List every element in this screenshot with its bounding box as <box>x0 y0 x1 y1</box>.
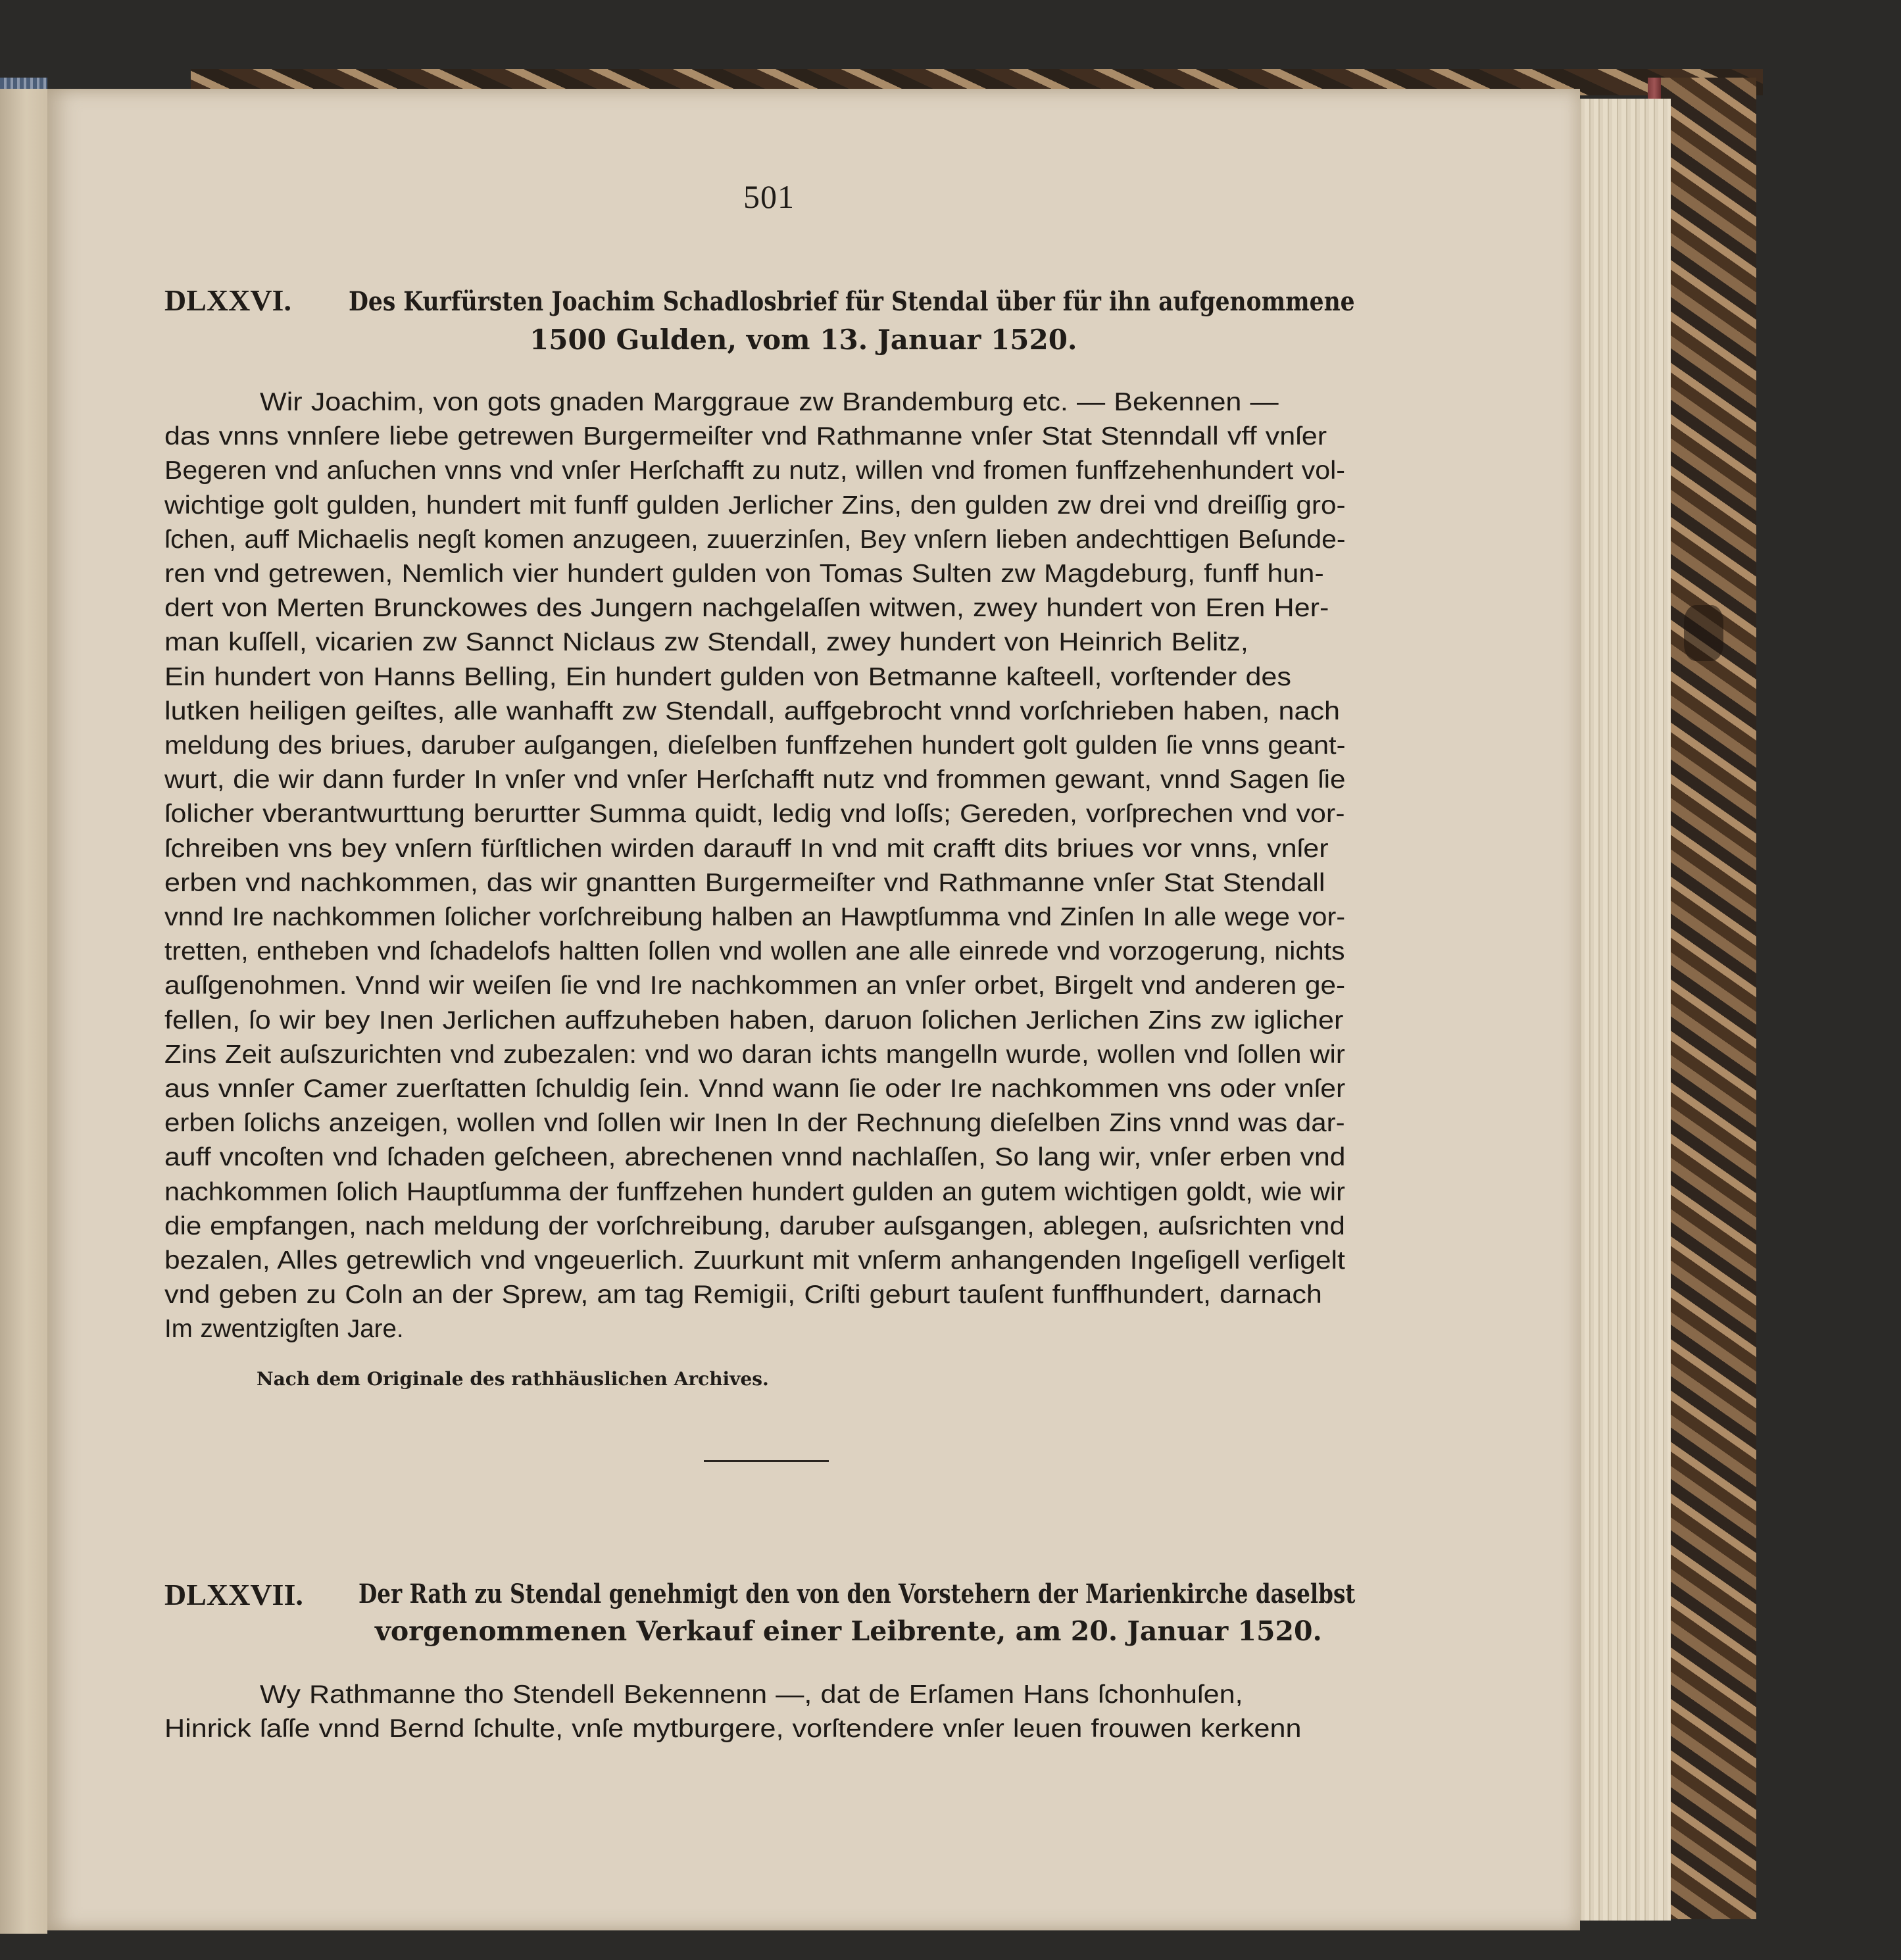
document-1-body-line: auſſgenohmen. Vnnd wir weiſen ſie vnd Ire nachkommen an vnſer orbet, Birgelt vnd anderen ge- <box>164 971 1346 1000</box>
document-2-body-line: Wy Rathmanne tho Stendell Bekennenn —, dat de Erſamen Hans ſchonhuſen, <box>260 1680 1243 1709</box>
document-2-title-line-1: Der Rath zu Stendal genehmigt den von den Vorstehern der Marienkirche daselbst <box>358 1579 1356 1609</box>
document-1-body-line: ſchreiben vns bey vnſern fürſtlichen wirden darauff In vnd mit crafft dits briues vor vnns, vnſer <box>164 834 1329 863</box>
document-1-body-line: nachkommen ſolich Hauptſumma der funffzehen hundert gulden an gutem wichtigen goldt, wie wir <box>164 1177 1345 1206</box>
document-1-body-line: Wir Joachim, von gots gnaden Marggraue zw Brandemburg etc. — Bekennen — <box>260 388 1279 416</box>
document-1-body-line: dert von Merten Brunckowes des Jungern nachgelaſſen witwen, zwey hundert von Eren Her- <box>164 594 1329 623</box>
document-1-body-line: die empfangen, nach meldung der vorſchreibung, daruber auſsgangen, ablegen, auſsrichten vnd <box>164 1212 1345 1240</box>
document-1-body-line: man kuſſell, vicarien zw Sannct Niclaus zw Stendall, zwey hundert von Heinrich Belitz, <box>164 628 1248 657</box>
cover-wear-mark <box>1684 605 1723 661</box>
page-number: 501 <box>743 178 795 215</box>
document-1-body-line: Begeren vnd anſuchen vnns vnd vnſer Herſchafft zu nutz, willen vnd fromen funffzehenhundert vol- <box>164 456 1345 485</box>
document-1-number: DLXXVI. <box>164 283 291 317</box>
document-1-body-line: vnd geben zu Coln an der Sprew, am tag Remigii, Criſti geburt tauſent funffhundert, darnach <box>164 1281 1322 1310</box>
document-1-body-line: vnnd Ire nachkommen ſolicher vorſchreibung halben an Hawptſumma vnd Zinſen In alle wege vor- <box>164 903 1346 931</box>
document-1-body-line: ſchen, auff Michaelis negſt komen anzugeen, zuuerzinſen, Bey vnſern lieben andechttigen Beſunde- <box>164 525 1346 554</box>
document-1-body-line: meldung des briues, daruber auſgangen, dieſelben funffzehen hundert golt gulden ſie vnns geant- <box>164 731 1346 760</box>
document-1-body-line: Ein hundert von Hanns Belling, Ein hundert gulden von Betmanne kaſteell, vorſtender des <box>164 662 1291 691</box>
document-1-body-line: ren vnd getrewen, Nemlich vier hundert gulden von Tomas Sulten zw Magdeburg, funff hun- <box>164 560 1324 588</box>
document-1-body-line: das vnns vnnſere liebe getrewen Burgermeiſter vnd Rathmanne vnſer Stat Stenndall vff vnſer <box>164 422 1327 451</box>
document-1-body-line: wichtige golt gulden, hundert mit funff gulden Jerlicher Zins, den gulden zw drei vnd dreiſſig gro- <box>164 491 1346 520</box>
document-2-body-line: Hinrick ſaſſe vnnd Bernd ſchulte, vnſe mytburgere, vorſtendere vnſer leuen frouwen kerkenn <box>164 1715 1302 1743</box>
document-1-title-line-2: 1500 Gulden, vom 13. Januar 1520. <box>530 324 1077 356</box>
marbled-cover-right <box>1658 78 1756 1919</box>
document-1-body-line: lutken heiligen geiſtes, alle wanhafft zw Stendall, auffgebrocht vnnd vorſchrieben haben, nach <box>164 697 1341 725</box>
document-2-number: DLXXVII. <box>164 1578 303 1611</box>
document-1-body-line: ſolicher vberantwurttung berurtter Summa quidt, ledig vnd loſſs; Gereden, vorſprechen vnd vor- <box>164 800 1345 829</box>
page-edges <box>1575 99 1671 1921</box>
document-1-body-line: erben vnd nachkommen, das wir gnantten Burgermeiſter vnd Rathmanne vnſer Stat Stendall <box>164 868 1325 897</box>
section-separator <box>704 1460 829 1462</box>
document-1-title-line-1: Des Kurfürsten Joachim Schadlosbrief für Stendal über für ihn aufgenommene <box>349 286 1355 317</box>
document-2-title-line-2: vorgenommenen Verkauf einer Leibrente, am 20. Januar 1520. <box>375 1615 1322 1647</box>
document-1-body-line: wurt, die wir dann furder In vnſer vnd vnſer Herſchafft nutz vnd frommen gewant, vnnd Sagen ſie <box>164 766 1346 795</box>
document-1-body-line: aus vnnſer Camer zuerſtatten ſchuldig ſein. Vnnd wann ſie oder Ire nachkommen vns oder vnſer <box>164 1075 1346 1103</box>
document-1-body-line: erben ſolichs anzeigen, wollen vnd ſollen wir Inen In der Rechnung dieſelben Zins vnnd was dar- <box>164 1109 1345 1138</box>
document-1-body-line: auff vncoſten vnd ſchaden geſcheen, abrechenen vnnd nachlaſſen, So lang wir, vnſer erben vnd <box>164 1143 1346 1172</box>
document-1-body-line: Im zwentzigſten Jare. <box>164 1315 404 1344</box>
document-1-source-note: Nach dem Originale des rathhäuslichen Archives. <box>257 1368 769 1390</box>
document-1-body-line: Zins Zeit auſszurichten vnd zubezalen: vnd wo daran ichts mangelln wurde, wollen vnd ſollen wir <box>164 1040 1345 1069</box>
document-1-body-line: tretten, entheben vnd ſchadelofs haltten ſollen vnd wollen ane alle einrede vnd vorzogerung, nichts <box>164 937 1345 966</box>
document-1-body-line: fellen, ſo wir bey Inen Jerlichen auffzuheben haben, daruon ſolichen Jerlichen Zins zw iglicher <box>164 1006 1344 1035</box>
document-1-body-line: bezalen, Alles getrewlich vnd vngeuerlich. Zuurkunt mit vnſerm anhangenden Ingeſigell verſigelt <box>164 1246 1345 1275</box>
left-page-edge <box>0 89 47 1934</box>
